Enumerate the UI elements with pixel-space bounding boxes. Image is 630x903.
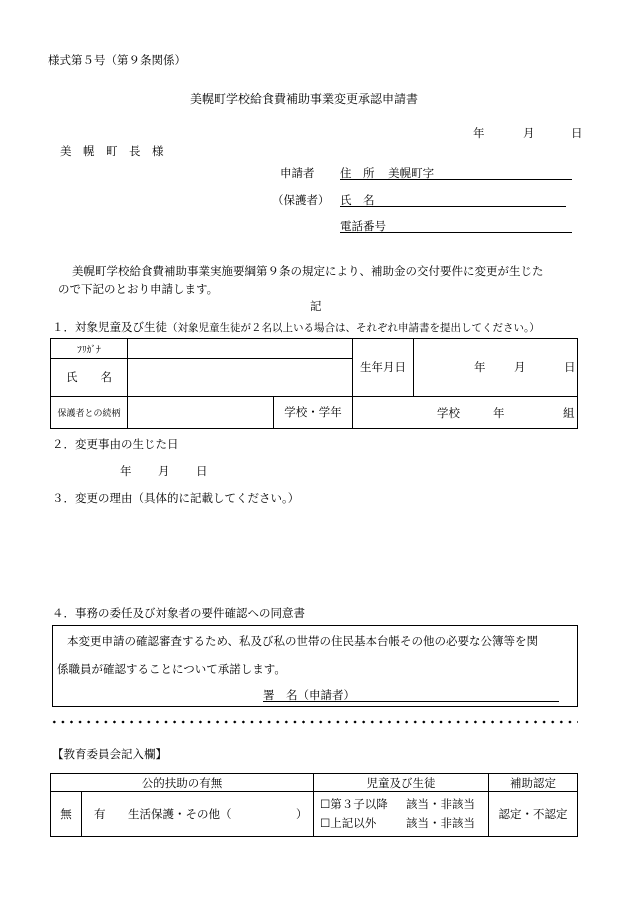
board-col-students: 児童及び生徒: [314, 774, 489, 792]
section2-heading: ２．変更事由の生じた日: [52, 437, 179, 451]
phone-field[interactable]: [340, 218, 572, 233]
page-title: 美幌町学校給食費補助事業変更承認申請書: [190, 92, 419, 106]
furigana-field[interactable]: [128, 339, 353, 359]
address-field[interactable]: [340, 165, 572, 180]
ki-label: 記: [310, 299, 322, 313]
phone-label: 電話番号: [340, 219, 386, 233]
signature-label: 署 名（申請者）: [263, 688, 355, 702]
section2-year: 年: [120, 464, 132, 478]
grade-label: 年: [493, 405, 505, 420]
school-grade-field[interactable]: [353, 396, 578, 428]
furigana-label: ﾌﾘｶﾞﾅ: [51, 339, 128, 359]
student-name-field[interactable]: [128, 359, 353, 396]
form-number: 様式第５号（第９条関係）: [48, 53, 186, 67]
school-grade-label: 学校・学年: [274, 396, 353, 428]
body-text-1: 美幌町学校給食費補助事業実施要綱第９条の規定により、補助金の交付要件に変更が生じた: [72, 264, 544, 278]
section2-month: 月: [158, 464, 170, 478]
third-child-checkbox[interactable]: ☐第３子以降: [320, 797, 388, 812]
welfare-paren-close: ）: [296, 807, 308, 822]
addressee: 美 幌 町 長 様: [60, 144, 164, 158]
approval-options[interactable]: 認定・不認定: [489, 792, 578, 837]
guardian-label: （保護者）: [272, 193, 330, 207]
birth-year: 年: [474, 360, 486, 374]
class-label: 組: [563, 405, 575, 420]
board-col-approval: 補助認定: [489, 774, 578, 792]
birth-month: 月: [514, 360, 526, 374]
section2-day: 日: [196, 464, 208, 478]
birthdate-label: 生年月日: [353, 339, 414, 397]
address-label: 住 所: [340, 166, 375, 180]
reason-field[interactable]: [52, 510, 578, 600]
other-checkbox[interactable]: ☐上記以外: [320, 816, 377, 831]
applicant-label: 申請者: [280, 166, 315, 180]
name-field[interactable]: [340, 192, 566, 207]
section3-heading: ３．変更の理由（具体的に記載してください。）: [52, 491, 300, 505]
birthdate-field[interactable]: [414, 339, 578, 397]
signature-field[interactable]: [263, 687, 559, 702]
address-value: 美幌町字: [388, 166, 435, 180]
board-col-assistance: 公的扶助の有無: [51, 774, 314, 792]
welfare-label: 生活保護・その他（: [128, 807, 232, 822]
assistance-yes: 有: [94, 807, 106, 822]
name-row-label: 氏 名: [51, 359, 128, 396]
date-day: 日: [571, 126, 583, 140]
school-label: 学校: [437, 405, 460, 420]
consent-line-2: 係職員が確認することについて承諾します。: [57, 662, 286, 676]
board-table: [50, 773, 578, 837]
applicable-1[interactable]: 該当・非該当: [406, 797, 475, 812]
consent-box: [52, 625, 578, 707]
body-text-2: ので下記のとおり申請します。: [58, 282, 219, 296]
applicable-2[interactable]: 該当・非該当: [406, 816, 475, 831]
name-label: 氏 名: [340, 193, 375, 207]
assistance-yes-cell[interactable]: [82, 792, 314, 837]
relation-field[interactable]: [128, 396, 274, 428]
dotted-separator: [50, 720, 578, 724]
student-category-cell: [314, 792, 489, 837]
birth-day: 日: [564, 360, 576, 374]
relation-label: 保護者との続柄: [51, 396, 128, 428]
date-month: 月: [523, 126, 535, 140]
consent-line-1: 本変更申請の確認審査するため、私及び私の世帯の住民基本台帳その他の必要な公簿等を関: [67, 634, 539, 648]
board-heading: 【教育委員会記入欄】: [52, 747, 167, 761]
student-table: [50, 338, 578, 429]
section4-heading: ４．事務の委任及び対象者の要件確認への同意書: [52, 606, 305, 620]
section1-heading: １．対象児童及び生徒（対象児童生徒が２名以上いる場合は、それぞれ申請書を提出してください。）: [52, 320, 540, 334]
assistance-none[interactable]: 無: [51, 792, 82, 837]
date-year: 年: [473, 126, 485, 140]
